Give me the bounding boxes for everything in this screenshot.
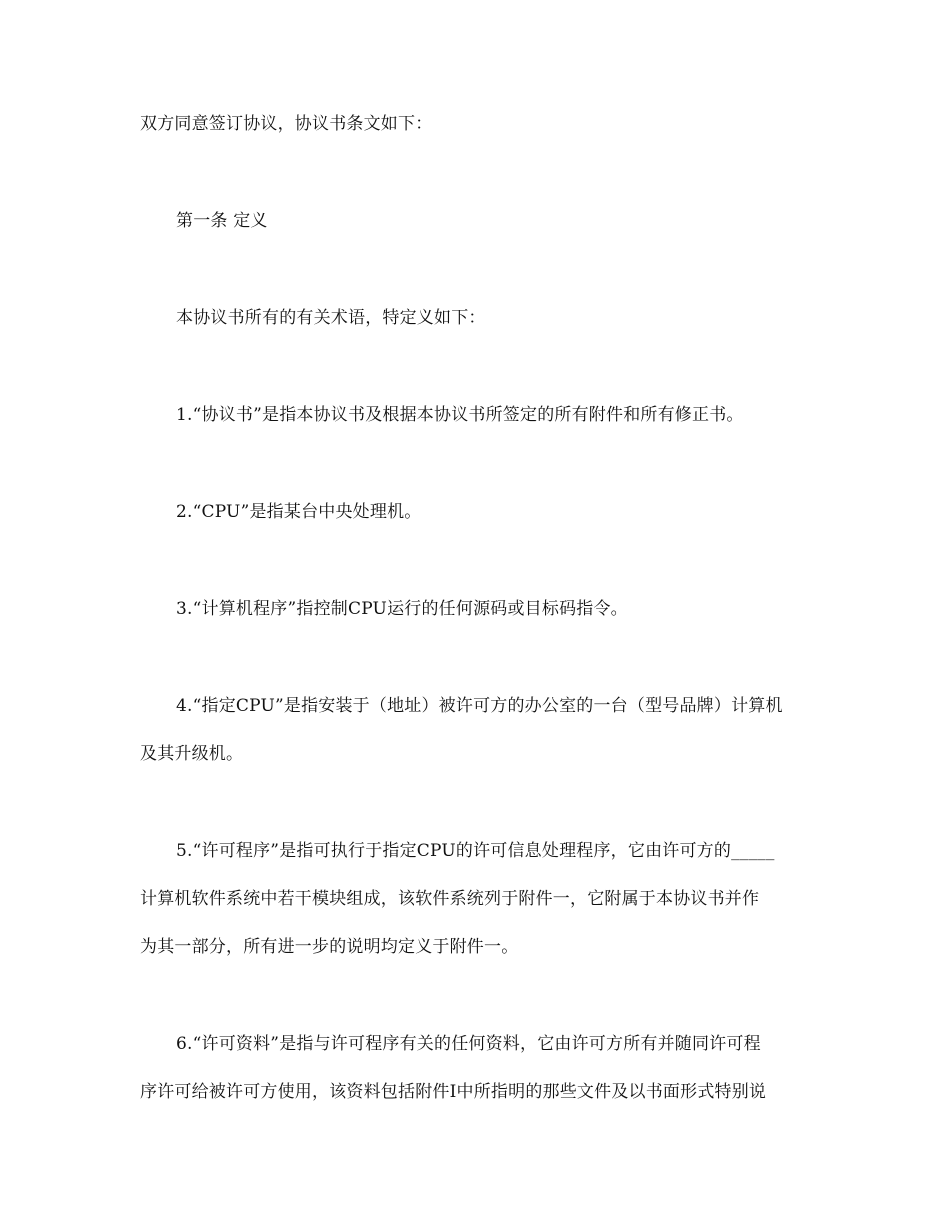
definition-item-6-line-1: 6.“许可资料”是指与许可程序有关的任何资料，它由许可方所有并随同许可程: [176, 1034, 761, 1054]
definition-item-1: 1.“协议书”是指本协议书及根据本协议书所签定的所有附件和所有修正书。: [176, 405, 744, 425]
definition-item-5-line-2: 计算机软件系统中若干模块组成，该软件系统列于附件一，它附属于本协议书并作: [140, 889, 760, 909]
definition-item-3: 3.“计算机程序”指控制CPU运行的任何源码或目标码指令。: [176, 599, 628, 619]
definition-item-4-line-1: 4.“指定CPU”是指安装于（地址）被许可方的办公室的一台（型号品牌）计算机: [176, 696, 783, 716]
definition-item-5-line-1: 5.“许可程序”是指可执行于指定CPU的许可信息处理程序，它由许可方的_____: [176, 841, 775, 861]
definition-item-4-line-2: 及其升级机。: [140, 744, 244, 764]
definition-item-6-line-2: 序许可给被许可方使用，该资料包括附件I中所指明的那些文件及以书面形式特别说: [140, 1082, 767, 1102]
intro-paragraph: 双方同意签订协议，协议书条文如下：: [140, 114, 433, 134]
definition-intro: 本协议书所有的有关术语，特定义如下：: [176, 308, 486, 328]
definition-item-5-line-3: 为其一部分，所有进一步的说明均定义于附件一。: [140, 937, 519, 957]
article-title: 第一条 定义: [176, 211, 268, 231]
definition-item-2: 2.“CPU”是指某台中央处理机。: [176, 502, 422, 522]
